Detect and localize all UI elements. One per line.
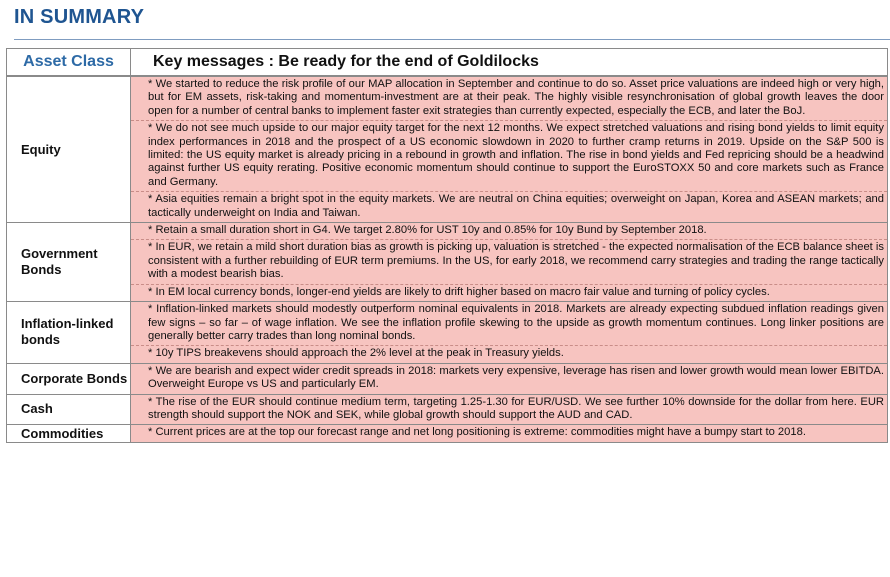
asset-class-inflation-linked-bonds: Inflation-linked bonds [7,302,131,364]
page-title: IN SUMMARY [14,6,145,28]
table-row-government-bonds [7,223,888,302]
message-item: * Inflation-linked markets should modestly outperform nominal equivalents in 2018. Markets are already expecting subdued inflation readings given few signs – so far – of wage inflation. We see the inflation profile skewing to the upside as growth momentum continues. Long linker positions are generally better carry trades than long nominal bonds. [148,303,884,342]
key-messages-header: Key messages : Be ready for the end of Goldilocks [131,49,888,77]
asset-class-cash: Cash [7,394,131,425]
message-item: * Current prices are at the top our forecast range and net long positioning is extreme: commodities might have a bumpy start to 2018. [148,426,806,439]
table-row-cash [7,394,888,425]
message-item: * We are bearish and expect wider credit spreads in 2018: markets very expensive, leverage has risen and lower growth would mean lower EBITDA. Overweight Europe vs US and particularly EM. [148,364,884,391]
messages-inflation-linked-bonds [131,302,888,364]
messages-equity [131,76,888,223]
asset-class-equity: Equity [7,76,131,223]
messages-corporate-bonds [131,363,888,394]
asset-class-header: Asset Class [7,49,131,77]
table-row-inflation-linked-bonds [7,302,888,364]
title-divider [14,39,890,40]
message-item: * We started to reduce the risk profile of our MAP allocation in September and continue to do so. Asset price valuations are indeed high or very high, but for EM assets, risk-taking and momentum-investment are at their peak. The highly visible resynchronisation of global growth leaves the door open for a number of central banks to implement faster exit strategies than currently expected, especially the ECB, and later the BoJ. [148,78,884,117]
message-item: * The rise of the EUR should continue medium term, targeting 1.25-1.30 for EUR/USD. We see further 10% downside for the dollar from here. EUR strength should support the NOK and SEK, while global growth should support the AUD and CAD. [148,395,884,421]
message-item: * 10y TIPS breakevens should approach the 2% level at the peak in Treasury yields. [131,345,887,362]
table-row-corporate-bonds [7,363,888,394]
asset-class-commodities: Commodities [7,425,131,442]
table-row-equity [7,76,888,223]
message-item: * Asia equities remain a bright spot in the equity markets. We are neutral on China equities; overweight on Japan, Korea and ASEAN markets; and tactically underweight on India and Taiwan. [131,191,887,222]
messages-commodities [131,425,888,442]
asset-class-government-bonds: Government Bonds [7,223,131,302]
messages-cash [131,394,888,425]
message-item: * In EUR, we retain a mild short duration bias as growth is picking up, valuation is stretched - the expected normalisation of the ECB balance sheet is consistent with a further rebuilding of EUR term premiums. In the US, for early 2018, we recommend carry strategies and trading the range tactically with a modest bearish bias. [131,239,887,283]
asset-class-corporate-bonds: Corporate Bonds [7,363,131,394]
message-item: * Retain a small duration short in G4. We target 2.80% for UST 10y and 0.85% for 10y Bund by September 2018. [148,224,707,237]
message-item: * In EM local currency bonds, longer-end yields are likely to drift higher based on macro fair value and turning of policy cycles. [131,284,887,301]
table-row-commodities [7,425,888,442]
summary-table [6,48,888,443]
messages-government-bonds [131,223,888,302]
message-item: * We do not see much upside to our major equity target for the next 12 months. We expect stretched valuations and rising bond yields to limit equity index performances in 2018 and the prospect of a US economic slowdown in 2020 to further cramp returns in 2019. Upside on the S&P 500 is limited: the US equity market is already pricing in a rebound in growth and inflation. The rise in bond yields and Fed repricing should be a headwind against further US equity rerating. Positive economic momentum should continue to support the EuroSTOXX 50 and core markets such as France and Germany. [131,120,887,191]
table-header-row [7,49,888,77]
